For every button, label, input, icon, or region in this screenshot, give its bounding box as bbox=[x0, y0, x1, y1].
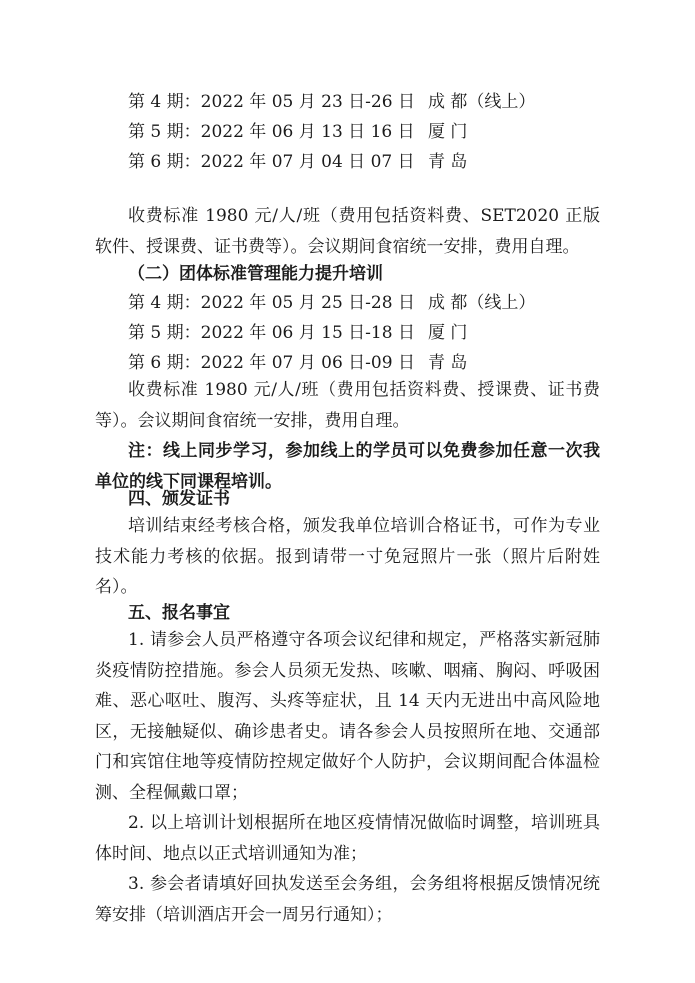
session-row bbox=[128, 353, 467, 373]
session-row bbox=[128, 92, 535, 112]
fee-note: 收费标准 1980 元/人/班（费用包括资料费、SET2020 正版软件、授课费、证书费等）。会议期间食宿统一安排，费用自理。 bbox=[95, 206, 600, 257]
session-row bbox=[128, 293, 535, 313]
list-item: 3. 参会者请填好回执发送至会务组，会务组将根据反馈情况统筹安排（培训酒店开会一周另行通知）； bbox=[95, 874, 600, 925]
section-heading: （二）团体标准管理能力提升培训 bbox=[128, 264, 383, 284]
session-city: 青 岛 bbox=[428, 353, 468, 373]
online-note: 注：线上同步学习，参加线上的学员可以免费参加任意一次我单位的线下同课程培训。 bbox=[95, 441, 600, 492]
session-city: 厦 门 bbox=[428, 122, 468, 142]
list-item: 2. 以上培训计划根据所在地区疫情情况做临时调整，培训班具体时间、地点以正式培训通知为准； bbox=[95, 813, 600, 864]
session-period: 第 5 期：2022 年 06 月 13 日 16 日 bbox=[128, 122, 415, 142]
section-heading: 五、报名事宜 bbox=[128, 603, 230, 623]
session-period: 第 4 期：2022 年 05 月 23 日-26 日 bbox=[128, 92, 415, 112]
session-row bbox=[128, 323, 467, 343]
session-city: 青 岛 bbox=[428, 152, 468, 172]
session-row bbox=[128, 152, 467, 172]
session-city: 成 都（线上） bbox=[428, 293, 536, 313]
session-period: 第 6 期：2022 年 07 月 04 日 07 日 bbox=[128, 152, 415, 172]
session-period: 第 6 期：2022 年 07 月 06 日-09 日 bbox=[128, 353, 415, 373]
session-period: 第 4 期：2022 年 05 月 25 日-28 日 bbox=[128, 293, 415, 313]
certificate-text: 培训结束经考核合格，颁发我单位培训合格证书，可作为专业技术能力考核的依据。报到请带一寸免冠照片一张（照片后附姓名）。 bbox=[95, 516, 600, 597]
session-period: 第 5 期：2022 年 06 月 15 日-18 日 bbox=[128, 323, 415, 343]
list-item: 1. 请参会人员严格遵守各项会议纪律和规定，严格落实新冠肺炎疫情防控措施。参会人员须无发热、咳嗽、咽痛、胸闷、呼吸困难、恶心呕吐、腹泻、头疼等症状，且 14 天内无进出中高风险地区，无接触疑似、确诊患者史。请各参会人员按照所在地、交通部门和宾馆住地等疫情防控规定做好个人防护，会议期间配合体温检测、全程佩戴口罩； bbox=[95, 630, 600, 803]
session-row bbox=[128, 122, 467, 142]
session-city: 厦 门 bbox=[428, 323, 468, 343]
section-heading: 四、颁发证书 bbox=[128, 489, 230, 509]
fee-note: 收费标准 1980 元/人/班（费用包括资料费、授课费、证书费等）。会议期间食宿统一安排，费用自理。 bbox=[95, 380, 600, 431]
session-city: 成 都（线上） bbox=[428, 92, 536, 112]
